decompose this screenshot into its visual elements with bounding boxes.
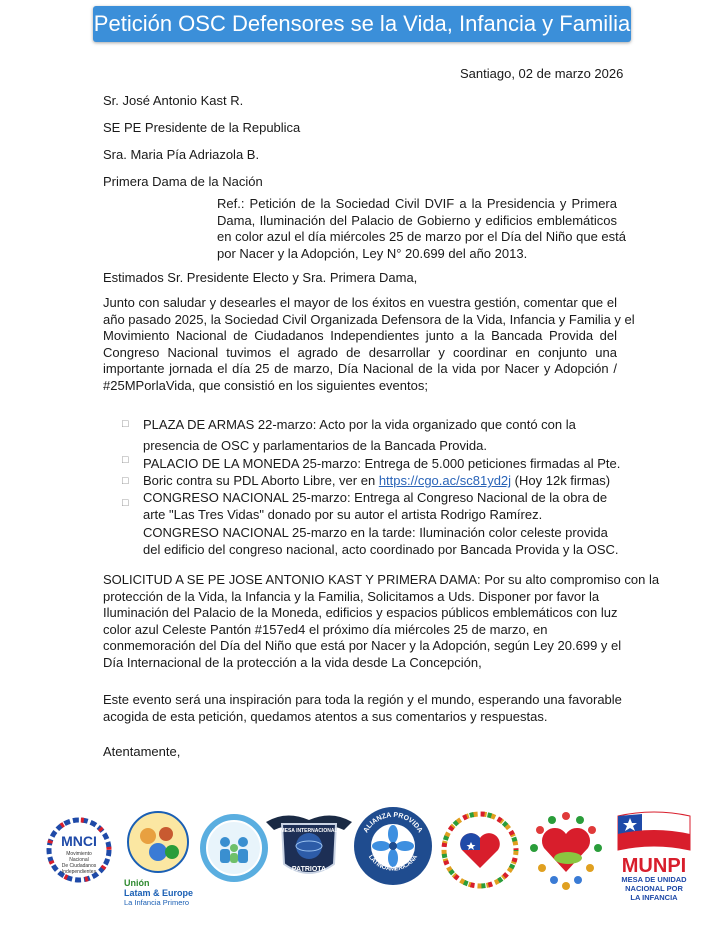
request-line: protección de la Vida, la Infancia y la Familia, Solicitamos a Uds. Disponer por favor la	[103, 588, 600, 604]
intro-line: año pasado 2025, la Sociedad Civil Organizada Defensora de la Vida, Infancia y Familia y el	[103, 311, 635, 327]
event-congreso-art: CONGRESO NACIONAL 25-marzo: Entrega al Congreso Nacional de la obra de	[143, 490, 608, 505]
reference-line: Dama, Iluminación del Palacio de Gobierno y edificios emblemáticos	[217, 212, 617, 228]
mnci-sub: Nacional	[69, 857, 89, 863]
event-plaza-armas-cont: presencia de OSC y parlamentarios de la Bancada Provida.	[143, 438, 487, 453]
event-congreso-art-cont: arte "Las Tres Vidas" donado por su autor el artista Rodrigo Ramírez.	[143, 507, 543, 522]
organization-logos	[0, 800, 720, 910]
intro-line: #25MPorlaVida, que consistió en los siguientes eventos;	[103, 377, 428, 393]
intro-paragraph	[103, 295, 635, 395]
event-moneda-cont	[143, 473, 610, 489]
munpi-line: LA INFANCIA	[630, 893, 678, 902]
petition-link[interactable]: https://cgo.ac/sc81yd2j	[378, 473, 512, 488]
union-line2: Latam & Europe	[124, 888, 194, 898]
addressee-name-2: Sra. Maria Pía Adriazola B.	[103, 147, 260, 162]
munpi-title: MUNPI	[621, 855, 687, 877]
union-line1: Unión	[124, 878, 150, 888]
intro-line: Congreso Nacional tuvimos el agrado de desarrollar y coordinar en conjunto una	[103, 344, 617, 360]
request-line: SOLICITUD A SE PE JOSE ANTONIO KAST Y PRIMERA DAMA: Por su alto compromiso con la	[103, 572, 660, 587]
request-line: color azul Celeste Pantón #157ed4 el próximo día miércoles 25 de marzo, en	[103, 621, 548, 637]
closing-line: Este evento será una inspiración para toda la región y el mundo, esperando una favorable	[103, 692, 622, 707]
mnci-title: MNCI	[61, 833, 97, 849]
munpi-line: NACIONAL POR	[625, 884, 683, 893]
intro-line: Movimiento Nacional de Ciudadanos Independientes junto a la Bancada Provida del	[103, 328, 617, 344]
letter-date: Santiago, 02 de marzo 2026	[460, 66, 624, 81]
request-line: conmemoración del Día del Niño que está por Nacer y la Adopción, según Ley 20.699 y el	[103, 638, 622, 654]
alianza-top: ALIANZA PROVIDA	[362, 811, 424, 835]
addressee-name-1: Sr. José Antonio Kast R.	[103, 93, 244, 108]
greeting: Estimados Sr. Presidente Electo y Sra. Primera Dama,	[103, 270, 418, 285]
event-congreso-light: CONGRESO NACIONAL 25-marzo en la tarde: Iluminación color celeste provida	[143, 525, 608, 540]
chile-heart-logo	[440, 810, 520, 890]
intro-line: importante jornada el día 25 de marzo, Día Nacional de la vida por Nacer y Adopción /	[103, 361, 617, 377]
reference-line: Ref.: Petición de la Sociedad Civil DVIF a la Presidencia y Primera	[217, 196, 617, 211]
family-seal-logo	[198, 812, 270, 884]
addressee-title-1: SE PE Presidente de la Republica	[103, 120, 301, 135]
mesa-line2: PATRIOTA	[291, 866, 327, 873]
event-moneda-text: Boric contra su PDL Aborto Libre, ver en	[143, 473, 379, 488]
reference-line: en color azul el día miércoles 25 de marzo por el Día del Niño que está	[217, 229, 626, 245]
request-line: Día Internacional de la protección a la vida desde La Concepción,	[103, 654, 482, 670]
petition-banner: Petición OSC Defensores se la Vida, Infancia y Familia	[93, 6, 631, 42]
heart-hands-logo	[526, 808, 606, 892]
mnci-sub: De Ciudadanos	[61, 863, 97, 869]
reference-block	[217, 196, 626, 262]
mnci-logo	[44, 814, 114, 886]
mnci-sub: Independientes	[61, 869, 97, 875]
signoff: Atentamente,	[103, 744, 181, 759]
union-line3: La Infancia Primero	[124, 898, 190, 907]
request-line: Iluminación del Palacio de la Moneda, edificios y espacios públicos emblemáticos con luz	[103, 605, 618, 621]
addressee-title-2: Primera Dama de la Nación	[103, 174, 263, 189]
alianza-bottom: LATINOAMERICANA	[366, 854, 420, 873]
checkbox-icon: □	[122, 418, 129, 430]
event-moneda: PALACIO DE LA MONEDA 25-marzo: Entrega de 5.000 peticiones firmadas al Pte.	[143, 456, 621, 471]
munpi-logo	[614, 806, 694, 906]
closing-paragraph	[103, 692, 622, 725]
closing-line: acogida de esta petición, quedamos atentos a sus comentarios y respuestas.	[103, 708, 548, 724]
request-paragraph	[103, 572, 659, 672]
alianza-provida-logo	[352, 804, 434, 888]
checkbox-icon: □	[122, 497, 129, 509]
checkbox-icon: □	[122, 454, 129, 466]
intro-line: Junto con saludar y desearles el mayor de los éxitos en vuestra gestión, comentar que el	[103, 295, 617, 310]
mesa-line1: MESA INTERNACIONAL	[280, 828, 338, 834]
checkbox-icon: □	[122, 475, 129, 487]
mnci-sub: Movimiento	[66, 851, 92, 857]
event-congreso-light-cont: del edificio del congreso nacional, acto coordinado por Bancada Provida y la OSC.	[143, 542, 619, 557]
event-moneda-signatures: (Hoy 12k firmas)	[511, 473, 611, 488]
mesa-patriota-logo	[264, 808, 354, 888]
union-latam-europe-logo	[120, 808, 196, 908]
reference-line: por Nacer y la Adopción, Ley N° 20.699 del año 2013.	[217, 245, 528, 261]
event-plaza-armas: PLAZA DE ARMAS 22-marzo: Acto por la vida organizado que contó con la	[143, 417, 576, 432]
munpi-line: MESA DE UNIDAD	[621, 875, 687, 884]
